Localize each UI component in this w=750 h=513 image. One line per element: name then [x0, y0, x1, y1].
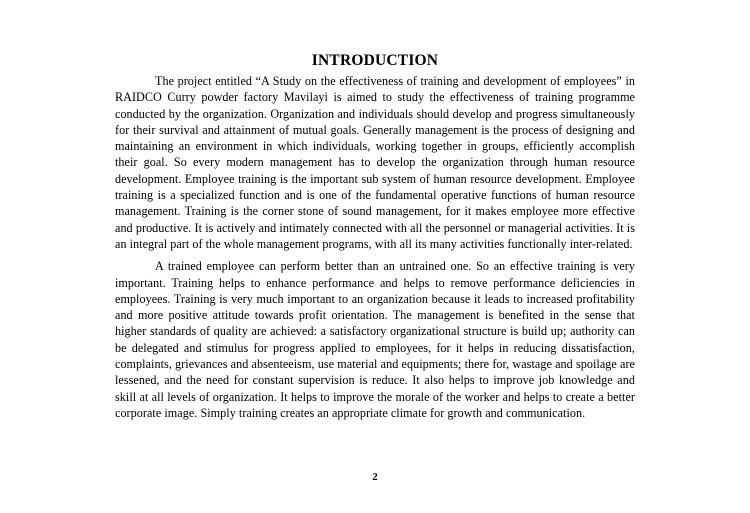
page-title: INTRODUCTION: [311, 52, 439, 69]
paragraph-1: The project entitled “A Study on the effectiveness of training and development of employees” in RAIDCO Curry powder factory Mavilayi is aimed to study the effectiveness of training programme conducted by the organization. Organization and individuals should develop and progress simultaneously for their survival and attainment of mutual goals. Generally management is the process of designing and maintaining an environment in which individuals, working together in groups, efficiently accomplish their goal. So every modern management has to develop the organization through human resource development. Employee training is the important sub system of human resource development. Employee training is a specialized function and is one of the fundamental operative functions of human resource management. Training is the corner stone of sound management, for it makes employee more effective and productive. It is actively and intimately connected with all the personnel or managerial activities. It is an integral part of the whole management programs, with all its many activities functionally inter-related.: [115, 74, 635, 251]
body-text: [115, 73, 635, 427]
paragraph-2: A trained employee can perform better than an untrained one. So an effective training is very important. Training helps to enhance performance and helps to remove performance deficiencies in employees. Training is very much important to an organization because it leads to increased profitability and more positive attitude towards profit orientation. The management is benefited in the sense that higher standards of quality are achieved: a satisfactory organizational structure is build up; authority can be delegated and stimulus for progress applied to employees, for it helps in reducing dissatisfaction, complaints, grievances and absenteeism, use material and equipments; there for, wastage and spoilage are lessened, and the need for constant supervision is reduce. It also helps to improve job knowledge and skill at all levels of organization. It helps to improve the morale of the worker and helps to create a better corporate image. Simply training creates an appropriate climate for growth and communication.: [115, 259, 635, 420]
page-number: 2: [372, 471, 378, 483]
